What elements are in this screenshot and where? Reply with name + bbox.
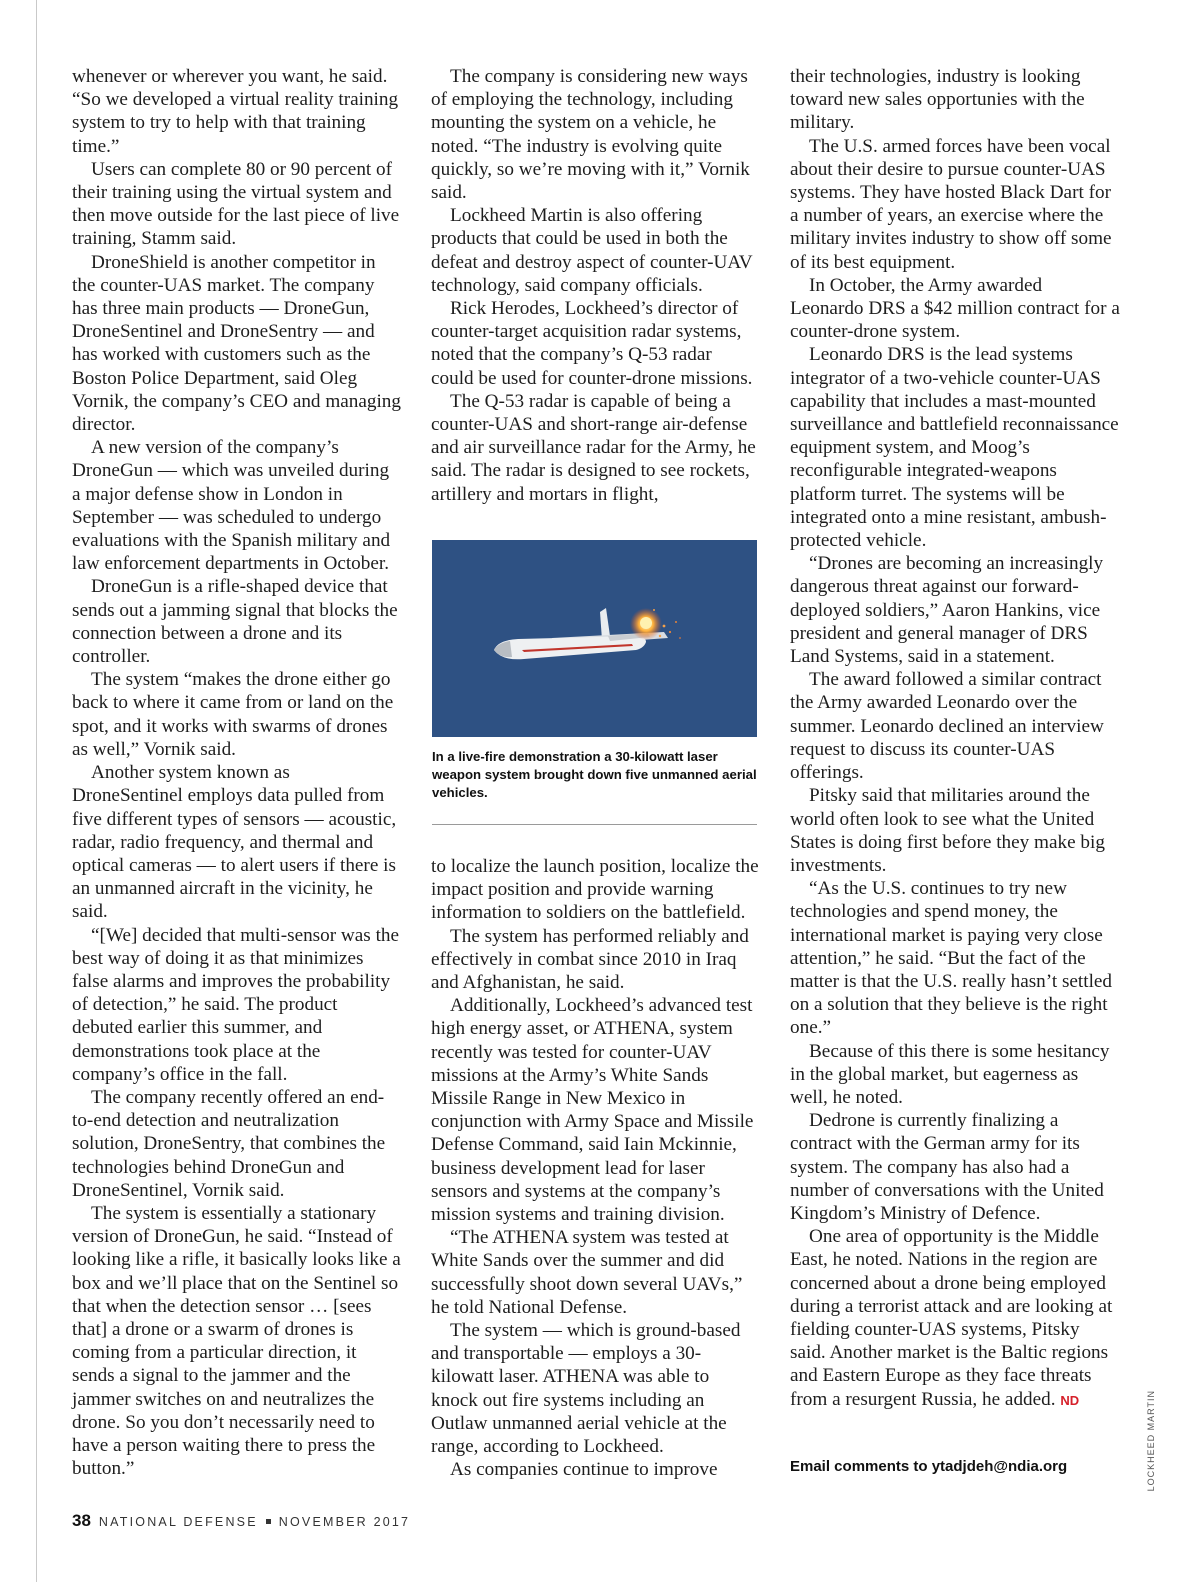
paragraph: Pitsky said that militaries around the world often look to see what the United States is doing first before they make big investments. [790, 785, 1105, 876]
paragraph: to localize the launch position, localize the impact position and provide warning information to soldiers on the battlefield. [431, 856, 759, 924]
paragraph-text: One area of opportunity is the Middle East, he noted. Nations in the region are concerned about a drone being employed during a terrorist attack and are looking at fielding counter-UAS systems, Pitsky said. Another market is the Baltic regions and Eastern Europe as they face threats from a resurgent Russia, he added. [790, 1226, 1113, 1410]
page-number: 38 [72, 1511, 91, 1530]
page-footer [72, 1511, 410, 1531]
paragraph: Users can complete 80 or 90 percent of their training using the virtual system and then move outside for the last piece of live training, Stamm said. [72, 158, 400, 250]
article-column-1 [72, 65, 402, 1480]
issue-date: NOVEMBER 2017 [278, 1515, 411, 1529]
caption-divider [432, 824, 757, 825]
paragraph: DroneGun is a rifle-shaped device that sends out a jamming signal that blocks the connection between a drone and its controller. [72, 576, 398, 668]
paragraph: The system “makes the drone either go back to where it came from or land on the spot, and it works with swarms of drones as well,” Vornik said. [72, 669, 394, 760]
paragraph: The system is essentially a stationary version of DroneGun, he said. “Instead of looking like a rifle, it basically looks like a box and we’ll place that on the Sentinel so that when the detection sensor … [sees that] a drone or a swarm of drones is coming from a particular direction, it sends a signal to the jammer and the jammer switches on and neutralizes the drone. So you don’t necessarily need to have a person waiting there to press the button.” [72, 1202, 401, 1480]
paragraph: Dedrone is currently finalizing a contract with the German army for its system. The company has also had a number of conversations with the United Kingdom’s Ministry of Defence. [790, 1110, 1104, 1224]
article-column-3 [790, 65, 1120, 1412]
article-column-2-top [431, 65, 759, 506]
publication-name: NATIONAL DEFENSE [98, 1515, 258, 1529]
paragraph: “As the U.S. continues to try new technologies and spend money, the international market is paying very close attention,” he said. “But the fact of the matter is that the U.S. really hasn’t settled on a solution that they believe is the right one.” [790, 878, 1113, 1039]
article-column-2-bottom [431, 855, 759, 1481]
uav-explosion-illustration [432, 540, 757, 737]
paragraph: The company is considering new ways of employing the technology, including mounting the system on a vehicle, he noted. “The industry is evolving quite quickly, so we’re moving with it,” Vornik said. [431, 66, 750, 204]
paragraph: The system has performed reliably and effectively in combat since 2010 in Iraq and Afghanistan, he said. [431, 925, 749, 994]
paragraph: The Q-53 radar is capable of being a counter-UAS and short-range air-defense and air surveillance radar for the Army, he said. The radar is designed to see rockets, artillery and mortars in flight, [431, 390, 756, 505]
paragraph: DroneShield is another competitor in the counter-UAS market. The company has three main products — DroneGun, DroneSentinel and DroneSentry — and has worked with customers such as the Boston Police Department, said Oleg Vornik, the company’s CEO and managing director. [72, 251, 401, 436]
paragraph: The award followed a similar contract the Army awarded Leonardo over the summer. Leonardo declined an interview request to discuss its counter-UAS offerings. [790, 669, 1104, 784]
final-paragraph [790, 1225, 1120, 1412]
paragraph: their technologies, industry is looking toward new sales opportunies with the military. [790, 66, 1085, 134]
paragraph: A new version of the company’s DroneGun — which was unveiled during a major defense show in London in September — was scheduled to undergo evaluations with the Spanish military and law enforcement departments in October. [72, 437, 391, 575]
page-left-rule [36, 0, 37, 1582]
paragraph: “[We] decided that multi-sensor was the best way of doing it as that minimizes false alarms and improves the probability of detection,” he said. The product debuted earlier this summer, and demonstrations took place at the company’s office in the fall. [72, 924, 400, 1085]
paragraph: “Drones are becoming an increasingly dangerous threat against our forward-deployed soldiers,” Aaron Hankins, vice president and general manager of DRS Land Systems, said in a statement. [790, 553, 1104, 668]
paragraph: In October, the Army awarded Leonardo DRS a $42 million contract for a counter-drone system. [790, 274, 1120, 343]
photo-caption: In a live-fire demonstration a 30-kilowatt laser weapon system brought down five unmanned aerial vehicles. [432, 749, 757, 800]
paragraph: The system — which is ground-based and transportable — employs a 30-kilowatt laser. ATHENA was able to knock out fire systems including an Outlaw unmanned aerial vehicle at the range, according to Lockheed. [431, 1320, 741, 1458]
paragraph: Lockheed Martin is also offering products that could be used in both the defeat and destroy aspect of counter-UAV technology, said company officials. [431, 205, 753, 296]
paragraph: Additionally, Lockheed’s advanced test high energy asset, or ATHENA, system recently was tested for counter-UAV missions at the Army’s White Sands Missile Range in New Mexico in conjunction with Army Space and Missile Defense Command, said Iain Mckinnie, business development lead for laser sensors and systems at the company’s mission systems and training division. [431, 995, 754, 1226]
paragraph: Because of this there is some hesitancy in the global market, but eagerness as well, he noted. [790, 1040, 1110, 1108]
footer-separator [266, 1519, 271, 1524]
paragraph: Leonardo DRS is the lead systems integrator of a two-vehicle counter-UAS capability that includes a mast-mounted surveillance and battlefield reconnaissance equipment system, and Moog’s reconfigurable integrated-weapons platform turret. The systems will be integrated onto a mine resistant, ambush-protected vehicle. [790, 344, 1119, 552]
photo-credit: LOCKHEED MARTIN [1146, 1390, 1156, 1492]
email-comments: Email comments to ytadjdeh@ndia.org [790, 1458, 1068, 1475]
paragraph: The U.S. armed forces have been vocal about their desire to pursue counter-UAS systems. They have hosted Black Dart for a number of years, an exercise where the military invites industry to show off some of its best equipment. [790, 135, 1112, 273]
end-mark: ND [1060, 1392, 1080, 1408]
paragraph: Another system known as DroneSentinel employs data pulled from five different types of sensors — acoustic, radar, radio frequency, and thermal and optical cameras — to alert users if there is an unmanned aircraft in the vicinity, he said. [72, 762, 397, 923]
paragraph: Rick Herodes, Lockheed’s director of counter-target acquisition radar systems, noted that the company’s Q-53 radar could be used for counter-drone missions. [431, 298, 753, 389]
paragraph: The company recently offered an end-to-end detection and neutralization solution, DroneSentry, that combines the technologies behind DroneGun and DroneSentinel, Vornik said. [72, 1086, 386, 1201]
paragraph: As companies continue to improve [450, 1459, 718, 1481]
paragraph: “The ATHENA system was tested at White Sands over the summer and did successfully shoot down several UAVs,” he told National Defense. [431, 1227, 743, 1318]
laser-demo-photo [432, 540, 757, 737]
paragraph: whenever or wherever you want, he said. “So we developed a virtual reality training system to try to help with that training time.” [72, 66, 399, 157]
